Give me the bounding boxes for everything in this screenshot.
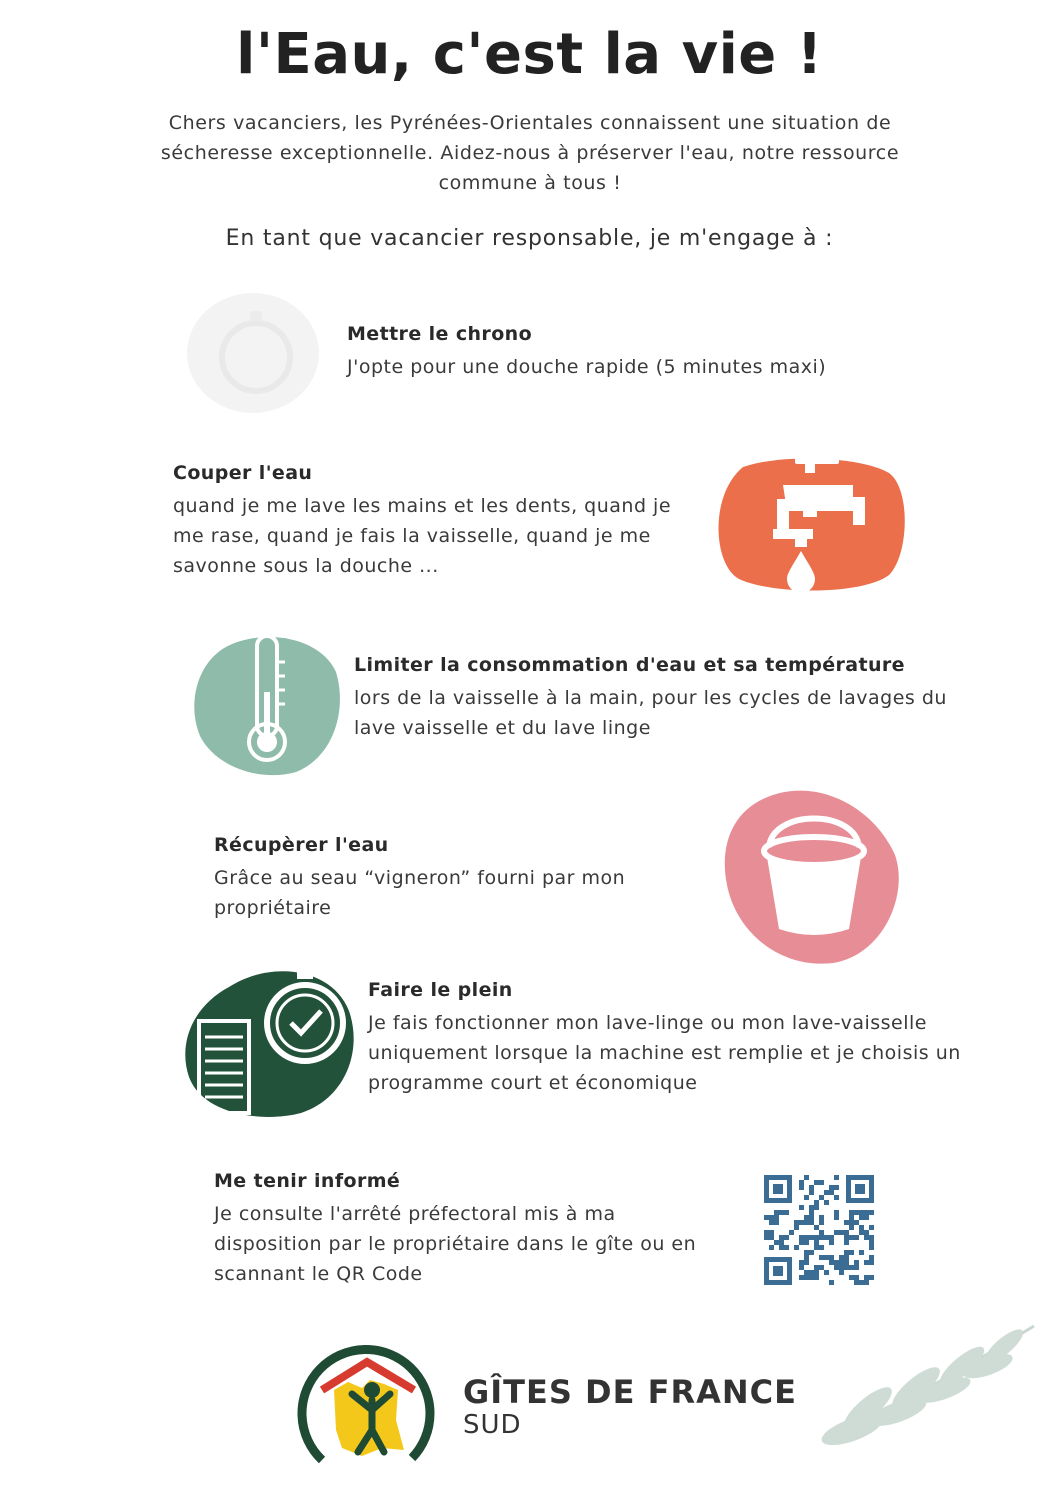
item-text: Je consulte l'arrêté préfectoral mis à ma disposition par le propriétaire dans le gîte ou en scannant le QR Code [214, 1203, 697, 1285]
item-text: quand je me lave les mains et les dents, quand je me rase, quand je fais la vaisselle, quand je me savonne sous la douche ... [173, 495, 672, 577]
intro-text: Chers vacanciers, les Pyrénées-Orientales connaissent une situation de sécheresse exceptionnelle. Aidez-nous à préserver l'eau, notre ressource commune à tous ! [160, 112, 900, 194]
item-couper-eau [173, 461, 693, 581]
page-title: l'Eau, c'est la vie ! [236, 22, 823, 87]
item-title: Faire le plein [368, 979, 513, 1001]
brand-region: SUD [463, 1410, 522, 1440]
item-text: J'opte pour une douche rapide (5 minutes maxi) [347, 356, 827, 378]
item-limiter [354, 653, 954, 743]
faucet-icon [713, 455, 907, 593]
qr-code-icon [764, 1175, 874, 1285]
item-informe [214, 1169, 714, 1289]
item-title: Me tenir informé [214, 1170, 401, 1192]
item-text: Grâce au seau “vigneron” fourni par mon propriétaire [214, 867, 626, 919]
item-recuperer [214, 833, 674, 923]
item-title: Limiter la consommation d'eau et sa température [354, 654, 905, 676]
item-title: Récupèrer l'eau [214, 834, 389, 856]
item-chrono [347, 322, 947, 382]
engagement-text: En tant que vacancier responsable, je m'engage à : [225, 226, 834, 251]
brand-name: GÎTES DE FRANCE [463, 1373, 797, 1411]
item-text: lors de la vaisselle à la main, pour les cycles de lavages du lave vaisselle et du lave linge [354, 687, 947, 739]
timer-icon [183, 965, 358, 1117]
item-title: Mettre le chrono [347, 323, 533, 345]
bucket-icon [723, 785, 903, 967]
leaf-decoration [812, 1320, 1042, 1450]
thermometer-icon [192, 632, 342, 777]
stopwatch-icon [178, 285, 328, 420]
brand-logo [292, 1330, 442, 1490]
item-text: Je fais fonctionner mon lave-linge ou mon lave-vaisselle uniquement lorsque la machine est remplie et je choisis un programme court et économique [368, 1012, 961, 1094]
item-faire-plein [368, 978, 988, 1098]
item-title: Couper l'eau [173, 462, 313, 484]
